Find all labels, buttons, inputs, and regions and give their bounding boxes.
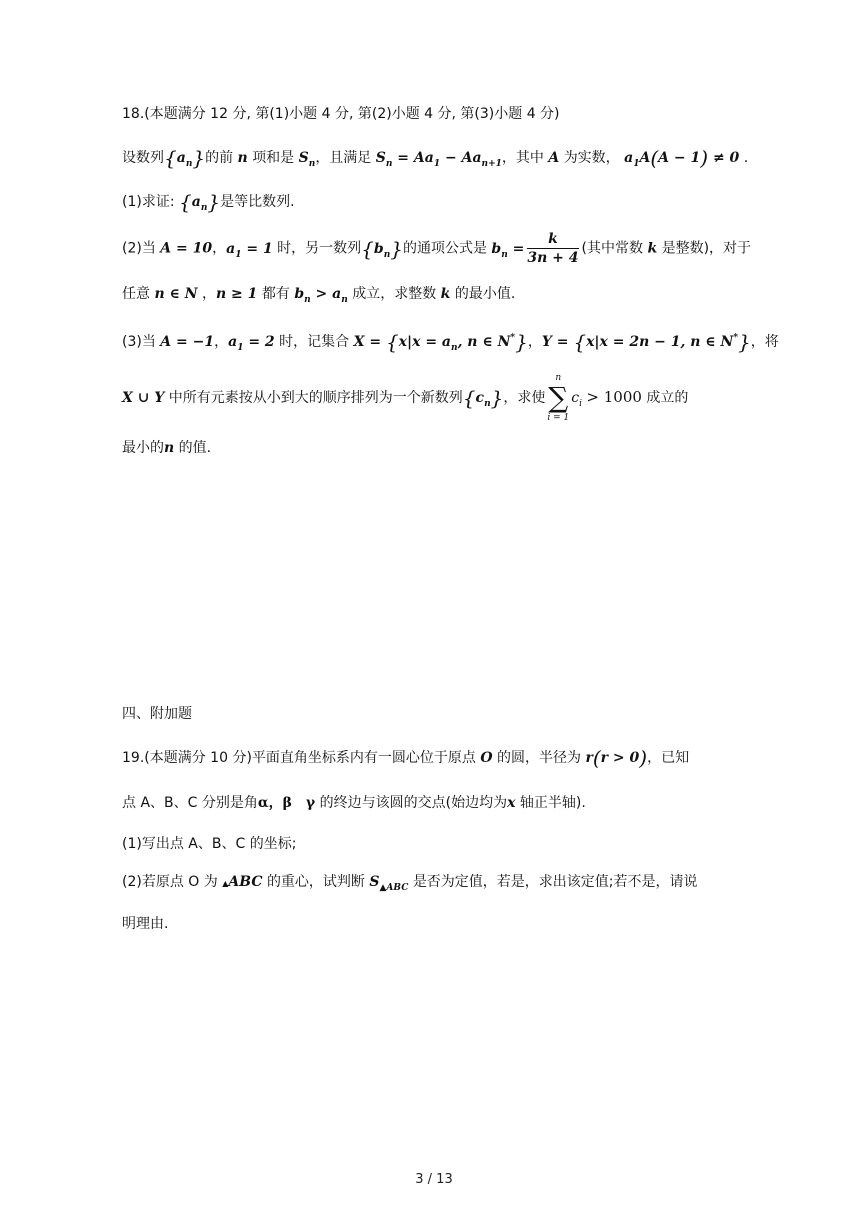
q18-text: ，且满足 (315, 150, 372, 166)
q18-text: 是等比数列. (220, 194, 295, 210)
page-number: 3 / 13 (415, 1172, 453, 1187)
q18-text: (3)当 (122, 334, 156, 350)
q19-text: 19.(本题满分 10 分)平面直角坐标系内有一圆心位于原点 (122, 750, 476, 766)
q18-text: 任意 (122, 286, 150, 302)
q18-text: 将 (764, 334, 779, 350)
q18-text: ，其中 (501, 150, 544, 166)
q18-text: 的前 (205, 150, 234, 166)
q18-text: 项和是 (252, 150, 295, 166)
q19-text: 的终边与该圆的交点(始边均为 (319, 795, 508, 811)
q19-text: 的圆，半径为 (497, 750, 582, 766)
q18-text: 的值. (178, 440, 212, 456)
q18-part3-end: 最小的n 的值. (122, 440, 212, 456)
q18-text: 时，记集合 (279, 334, 350, 350)
q18-text: (2)当 (122, 240, 156, 257)
q18-part2: (2)当 A = 10，$a_1 = 1$ 时，另一数列$\{b_n\}$的通项公式是 $b_n$ = $\frac{k}{3n + 4}$ (其中常数 k 是整数)，对于 (122, 231, 752, 266)
q18-header-text: 18.(本题满分 12 分, 第(1)小题 4 分, 第(2)小题 4 分, 第(3)小题 4 分) (122, 106, 560, 122)
q18-header (122, 104, 758, 124)
q18-part3-cont: X ∪ Y 中所有元素按从小到大的顺序排列为一个新数列$\{c_n\}$，求使 n ∑ i = 1 $c_i > 1000$ 成立的 (122, 373, 689, 423)
q19-text: (2)若原点 O 为 (122, 874, 218, 890)
q19-text: 的重心，试判断 (266, 874, 365, 890)
q18-text: 为实数， (563, 150, 620, 166)
q19-part1 (122, 834, 758, 854)
q19-part2-cont (122, 914, 758, 934)
q19-statement-cont: 点 A、B、C 分别是角α，β γ 的终边与该圆的交点(始边均为x 轴正半轴). (122, 795, 586, 811)
q19-text: ，已知 (647, 750, 690, 766)
q18-text: 是整数)，对于 (661, 240, 752, 257)
q18-text: 的最小值. (454, 286, 516, 302)
section-title (122, 704, 758, 724)
q18-text: ，求使 (503, 390, 546, 406)
q19-text: (1)写出点 A、B、C 的坐标; (122, 836, 297, 852)
section4-title: 四、附加题 (122, 706, 192, 722)
q18-text: 的通项公式是 (402, 240, 487, 257)
q18-text: (1)求证: (122, 194, 175, 210)
q18-statement: 设数列$\{a_n\}$的前 n 项和是 $S_n$，且满足 $S_n = Aa_1 - Aa_{n+1}$，其中 A 为实数， $a_1A(A - 1) \ne 0$ . (122, 146, 749, 170)
q18-text: 成立，求整数 (352, 286, 437, 302)
q18-text: 设数列 (122, 150, 164, 166)
q18-part2-cont: 任意 n ∈ N ，n ≥ 1 都有 $b_n > a_n$ 成立，求整数 k 的最小值. (122, 286, 516, 305)
q18-text: 成立的 (646, 390, 689, 406)
q18-text: 都有 (261, 286, 290, 302)
q18-text: 最小的 (122, 440, 164, 456)
q19-text: 明理由. (122, 916, 169, 932)
q18-text: 中所有元素按从小到大的顺序排列为一个新数列 (168, 390, 463, 406)
q18-part3: (3)当 A = −1，$a_1 = 2$ 时，记集合 $X = \{x|x = a_n$, n ∈ N*}，Y = {x|x = 2n − 1, n ∈ N*}，将 (122, 330, 779, 354)
q19-statement: 19.(本题满分 10 分)平面直角坐标系内有一圆心位于原点 O 的圆，半径为 r(r > 0)，已知 (122, 746, 690, 770)
q18-text: 时，另一数列 (277, 240, 362, 257)
q18-text: (其中常数 (581, 240, 643, 257)
q19-text: 点 A、B、C 分别是角 (122, 795, 258, 811)
q19-text: 是否为定值，若是，求出该定值;若不是，请说 (412, 874, 698, 890)
q18-part1: (1)求证: $\{a_n\}$是等比数列. (122, 190, 295, 214)
q19-part2: (2)若原点 O 为 ▲ABC 的重心，试判断 $S_{▲ABC}$ 是否为定值，若是，求出该定值;若不是，请说 (122, 874, 698, 893)
q19-text: 轴正半轴). (519, 795, 586, 811)
